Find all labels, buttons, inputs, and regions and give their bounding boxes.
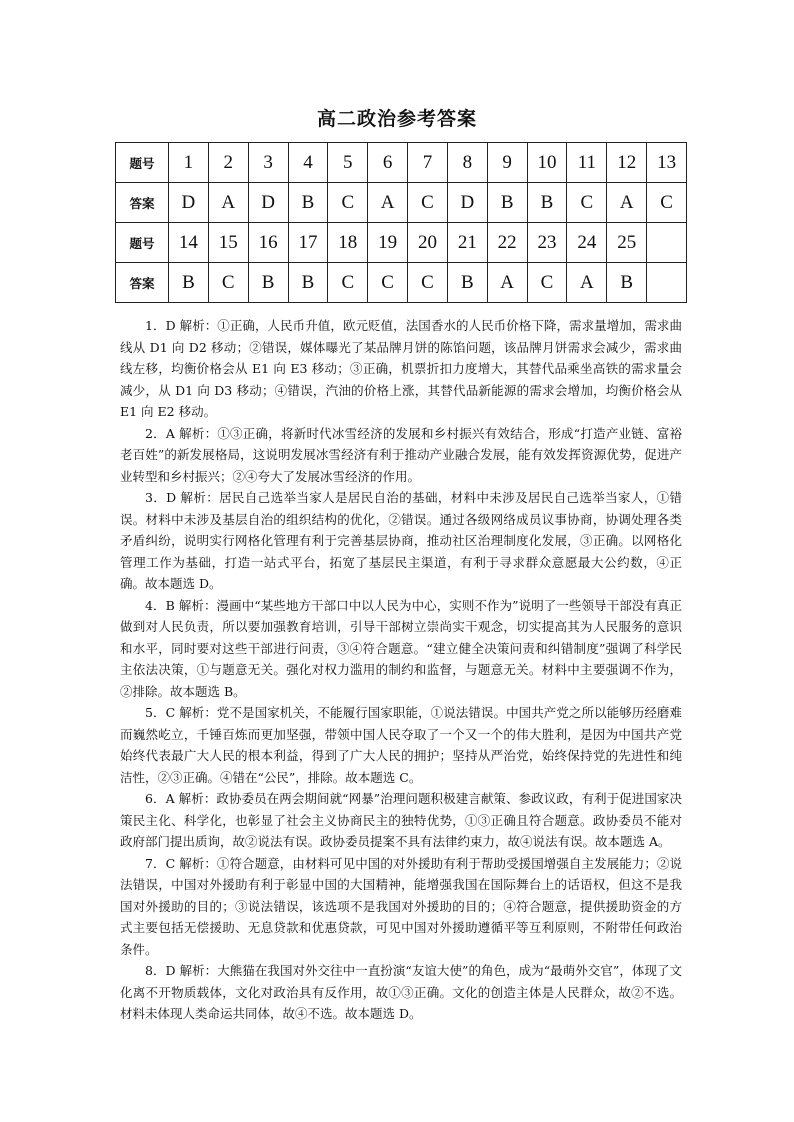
table-cell: 13	[647, 143, 687, 183]
table-cell: 19	[368, 223, 408, 263]
table-cell: C	[567, 183, 607, 223]
page-title: 高二政治参考答案	[316, 108, 477, 130]
table-cell: B	[487, 183, 527, 223]
table-cell: B	[288, 183, 328, 223]
table-cell: C	[408, 183, 448, 223]
table-cell: 25	[607, 223, 647, 263]
table-cell: 15	[208, 223, 248, 263]
table-cell: 23	[527, 223, 567, 263]
table-cell	[647, 223, 687, 263]
table-cell: 20	[408, 223, 448, 263]
table-cell: D	[248, 183, 288, 223]
table-cell: C	[368, 263, 408, 303]
table-cell: C	[328, 183, 368, 223]
explanation-6: 6．A 解析：政协委员在两会期间就“网暴”治理问题积极建言献策、参政议政，有利于促进国家决策民主化、科学化，也彰显了社会主义协商民主的独特优势，①③正确且符合题意。政协委员不能对政府部门提出质询，故②说法有误。政协委员提案不具有法律约束力，故④说法有误。故本题选 A。	[120, 791, 682, 849]
table-cell: 24	[567, 223, 607, 263]
table-cell: A	[567, 263, 607, 303]
explanation-4: 4．B 解析：漫画中“某些地方干部口中以人民为中心，实则不作为”说明了一些领导干部没有真正做到对人民负责，所以要加强教育培训，引导干部树立崇尚实干观念，切实提高其为人民服务的意识和水平，同时要对这些干部进行问责，③④符合题意。“建立健全决策问责和纠错制度”强调了科学民主依法决策，①与题意无关。强化对权力滥用的制约和监督，与题意无关。材料中主要强调不作为，②排除。故本题选 B。	[120, 597, 682, 699]
explanation-7: 7．C 解析：①符合题意，由材料可见中国的对外援助有利于帮助受援国增强自主发展能力；②说法错误，中国对外援助有利于彰显中国的大国精神，能增强我国在国际舞台上的话语权，但这不是我国对外援助的目的；③说法错误，该选项不是我国对外援助的目的；④符合题意，提供援助资金的方式主要包括无偿援助、无息贷款和优惠贷款，可见中国对外援助遵循平等互利原则，不附带任何政治条件。	[120, 855, 682, 957]
table-cell: C	[408, 263, 448, 303]
table-row	[116, 183, 687, 223]
table-cell: 21	[447, 223, 487, 263]
table-cell: 2	[208, 143, 248, 183]
table-cell: B	[248, 263, 288, 303]
table-cell: 10	[527, 143, 567, 183]
table-row	[116, 263, 687, 303]
table-cell: B	[447, 263, 487, 303]
table-cell: 12	[607, 143, 647, 183]
table-row	[116, 223, 687, 263]
table-cell: B	[169, 263, 209, 303]
table-cell: 18	[328, 223, 368, 263]
table-cell: 17	[288, 223, 328, 263]
table-cell: A	[208, 183, 248, 223]
table-cell: B	[288, 263, 328, 303]
table-cell: A	[607, 183, 647, 223]
table-cell: D	[447, 183, 487, 223]
answer-table	[115, 142, 687, 303]
row-header: 答案	[116, 263, 169, 303]
table-cell: C	[208, 263, 248, 303]
table-cell: B	[527, 183, 567, 223]
table-cell: A	[487, 263, 527, 303]
explanation-8: 8．D 解析：大熊猫在我国对外交往中一直扮演“友谊大使”的角色，成为“最萌外交官”，体现了文化离不开物质载体，文化对政治具有反作用，故①③正确。文化的创造主体是人民群众，故②不选。材料未体现人类命运共同体，故④不选。故本题选 D。	[120, 963, 682, 1021]
table-cell: 14	[169, 223, 209, 263]
explanation-3: 3．D 解析：居民自己选举当家人是居民自治的基础，材料中未涉及居民自己选举当家人，①错误。材料中未涉及基层自治的组织结构的优化，②错误。通过各级网络成员议事协商，协调处理各类矛盾纠纷，说明实行网格化管理有利于完善基层协商，推动社区治理制度化发展，③正确。以网格化管理工作为基础，打造一站式平台，拓宽了基层民主渠道，有利于寻求群众意愿最大公约数，④正确。故本题选 D。	[120, 490, 682, 591]
table-cell: D	[169, 183, 209, 223]
table-cell: 11	[567, 143, 607, 183]
table-cell: 6	[368, 143, 408, 183]
table-cell: 7	[408, 143, 448, 183]
table-cell: 4	[288, 143, 328, 183]
explanation-5: 5．C 解析：党不是国家机关，不能履行国家职能，①说法错误。中国共产党之所以能够历经磨难而巍然屹立，千锤百炼而更加坚强，带领中国人民夺取了一个又一个的伟大胜利，是因为中国共产党始终代表最广大人民的根本利益，得到了广大人民的拥护；坚持从严治党，始终保持党的先进性和纯洁性，②③正确。④错在“公民”，排除。故本题选 C。	[120, 705, 682, 785]
table-cell: 16	[248, 223, 288, 263]
table-cell: 8	[447, 143, 487, 183]
table-row	[116, 143, 687, 183]
table-cell: C	[527, 263, 567, 303]
explanation-2: 2．A 解析：①③正确，将新时代冰雪经济的发展和乡村振兴有效结合，形成“打造产业链、富裕老百姓”的新发展格局，这说明发展冰雪经济有利于推动产业融合发展，能有效发挥资源优势，促进产业转型和乡村振兴；②④夸大了发展冰雪经济的作用。	[120, 425, 682, 484]
table-cell: 5	[328, 143, 368, 183]
table-cell: 1	[169, 143, 209, 183]
explanations	[120, 315, 682, 1025]
explanation-1: 1．D 解析：①正确，人民币升值，欧元贬值，法国香水的人民币价格下降，需求量增加，需求曲线从 D1 向 D2 移动；②错误，媒体曝光了某品牌月饼的陈馅问题，该品牌月饼需求会减少，需求曲线左移，均衡价格会从 E1 向 E3 移动；③正确，机票折扣力度增大，其替代品乘坐高铁的需求量会减少，从 D1 向 D3 移动；④错误，汽油的价格上涨，其替代品新能源的需求会增加，均衡价格会从 E1 向 E2 移动。	[120, 318, 682, 419]
table-cell: C	[647, 183, 687, 223]
table-cell: B	[607, 263, 647, 303]
row-header: 题号	[116, 223, 169, 263]
row-header: 答案	[116, 183, 169, 223]
row-header: 题号	[116, 143, 169, 183]
table-cell: 9	[487, 143, 527, 183]
table-cell: A	[368, 183, 408, 223]
table-cell	[647, 263, 687, 303]
table-cell: 3	[248, 143, 288, 183]
table-cell: C	[328, 263, 368, 303]
table-cell: 22	[487, 223, 527, 263]
